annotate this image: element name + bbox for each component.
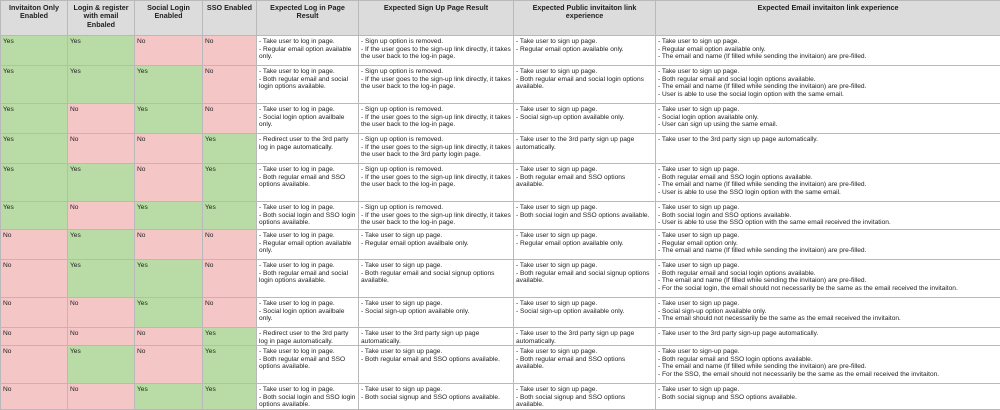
invitation-only-cell: Yes [1,134,68,164]
public-link-cell [514,260,656,298]
header-email-login: Login & register with email Enbaled [68,1,135,36]
login-result-cell [257,384,359,410]
cell-line: - The email and name (If filled while sending the invitaion) are pre-filled. [658,363,998,371]
cell-line: - Regular email option availbale only. [361,240,511,248]
social-login-cell: No [135,36,203,66]
cell-line: - If the user goes to the sign-up link directly, it takes the user back to the log-in page. [361,114,511,129]
signup-result-cell [359,346,514,384]
social-login-cell: No [135,230,203,260]
cell-line: - Social sign-up option available only. [516,308,653,316]
invitation-only-cell: No [1,384,68,410]
cell-line: - If the user goes to the sign-up link directly, it takes the user back to the log-in page. [361,76,511,91]
table-row [1,104,1000,134]
cell-line: - Take user to sign up page. [516,106,653,114]
cell-line: - Both regular email and social signup options available. [516,270,653,285]
table-row [1,328,1000,346]
cell-line: - Take user to sign up page. [658,232,998,240]
cell-line: - Sign up option is removed. [361,204,511,212]
cell-line: - Social login option availbale only. [259,308,356,323]
email-login-cell: No [68,202,135,230]
cell-line: - Take user to log in page. [259,262,356,270]
public-link-cell [514,346,656,384]
cell-line: - Take user to log in page. [259,106,356,114]
table-row [1,260,1000,298]
cell-line: - Both regular email and social login options available. [658,76,998,84]
sso-cell: Yes [203,328,257,346]
cell-line: - Sign up option is removed. [361,136,511,144]
cell-line: - Take user to sign up page. [361,386,511,394]
email-link-cell [656,134,1000,164]
sso-cell: No [203,298,257,328]
cell-line: - For the SSO, the email should not necessarily be the same as the email received the invitaiton. [658,371,998,379]
social-login-cell: No [135,134,203,164]
cell-line: - Take user to log in page. [259,232,356,240]
public-link-cell [514,230,656,260]
email-link-cell [656,66,1000,104]
cell-line: - Both regular email and SSO options available. [516,356,653,371]
cell-line: - User is able to use the SSO option with the same email received the invitation. [658,219,998,227]
email-login-cell: Yes [68,66,135,104]
social-login-cell: No [135,346,203,384]
table-row [1,384,1000,410]
email-link-cell [656,36,1000,66]
invitation-only-cell: Yes [1,36,68,66]
cell-line: - Take user to sign up page. [516,300,653,308]
cell-line: - Regular email option available only. [259,240,356,255]
email-login-cell: Yes [68,36,135,66]
cell-line: - Take user to log in page. [259,166,356,174]
cell-line: - Take user to the 3rd party sign up page automatically. [516,136,653,151]
signup-result-cell [359,260,514,298]
table-row [1,164,1000,202]
email-login-cell: No [68,134,135,164]
cell-line: - Take user to sign up page. [658,204,998,212]
cell-line: - The email and name (If filled while sending the invitaion) are pre-filled. [658,277,998,285]
social-login-cell: No [135,164,203,202]
header-public-link: Expected Public invitaiton link experience [514,1,656,36]
email-login-cell: Yes [68,346,135,384]
cell-line: - User can sign up using the same email. [658,121,998,129]
social-login-cell: Yes [135,298,203,328]
cell-line: - Both regular email and SSO options available. [259,174,356,189]
public-link-cell [514,384,656,410]
public-link-cell [514,104,656,134]
sso-cell: No [203,260,257,298]
cell-line: - User is able to use the social login option with the same email. [658,91,998,99]
header-login-result: Expected Log in Page Result [257,1,359,36]
public-link-cell [514,202,656,230]
cell-line: - Take user to log in page. [259,38,356,46]
table-row [1,202,1000,230]
cell-line: - Take user to the 3rd party sign up page automatically. [658,136,998,144]
sso-cell: No [203,66,257,104]
login-result-cell [257,328,359,346]
cell-line: - Take user to log in page. [259,386,356,394]
signup-result-cell [359,164,514,202]
cell-line: - Take user to sign up page. [516,262,653,270]
public-link-cell [514,134,656,164]
cell-line: - Take user to sign up page. [516,204,653,212]
cell-line: - Take user to the 3rd party sign up page automatically. [361,330,511,345]
cell-line: - Take user to sign up page. [658,106,998,114]
cell-line: - Take user to sign up page. [516,386,653,394]
cell-line: - Both social login and SSO options available. [516,212,653,220]
public-link-cell [514,328,656,346]
email-link-cell [656,164,1000,202]
cell-line: - Regular email option available only. [658,46,998,54]
cell-line: - Both regular email and social login options available. [516,76,653,91]
login-result-cell [257,260,359,298]
cell-line: - Both social login and SSO options available. [658,212,998,220]
email-link-cell [656,346,1000,384]
sso-cell: Yes [203,384,257,410]
signup-result-cell [359,36,514,66]
signup-result-cell [359,384,514,410]
cell-line: - Social login option available only. [658,114,998,122]
login-result-cell [257,230,359,260]
public-link-cell [514,298,656,328]
cell-line: - If the user goes to the sign-up link directly, it takes the user back to the log-in page. [361,174,511,189]
cell-line: - The email and name (If filled while sending the invitaion) are pre-filled. [658,247,998,255]
cell-line: - Take user to sign up page. [658,386,998,394]
cell-line: - The email and name (If filled while sending the invitaion) are pre-filled. [658,83,998,91]
cell-line: - Both regular email and SSO options available. [259,356,356,371]
login-result-cell [257,346,359,384]
cell-line: - The email and name (If filled while sending the invitaion) are pre-filled. [658,53,998,61]
signup-result-cell [359,66,514,104]
cell-line: - Take user to sign up page. [658,68,998,76]
email-login-cell: No [68,104,135,134]
cell-line: - Take user to sign-up page. [658,348,998,356]
public-link-cell [514,36,656,66]
email-link-cell [656,328,1000,346]
cell-line: - If the user goes to the sign-up link directly, it takes the user back to the 3rd party login page. [361,144,511,159]
cell-line: - Both regular email and SSO options available. [361,356,511,364]
signup-result-cell [359,230,514,260]
login-result-cell [257,104,359,134]
header-sso: SSO Enabled [203,1,257,36]
email-login-cell: No [68,328,135,346]
cell-line: - Take user to sign up page. [361,300,511,308]
sso-cell: Yes [203,346,257,384]
cell-line: - Take user to sign up page. [361,232,511,240]
login-result-cell [257,202,359,230]
cell-line: - Sign up option is removed. [361,106,511,114]
cell-line: - Take user to sign up page. [658,38,998,46]
cell-line: - Take user to sign up page. [516,38,653,46]
cell-line: - Take user to sign up page. [658,262,998,270]
header-email-link: Expected Email invitaiton link experience [656,1,1000,36]
table-row [1,298,1000,328]
cell-line: - For the social login, the email should not necessarily be the same as the email received the invitaiton. [658,285,998,293]
header-row [1,1,1000,36]
social-login-cell: Yes [135,384,203,410]
cell-line: - Both regular email and social signup options available. [361,270,511,285]
cell-line: - Regular email option available only. [516,240,653,248]
signup-result-cell [359,328,514,346]
header-signup-result: Expected Sign Up Page Result [359,1,514,36]
invitation-only-cell: Yes [1,164,68,202]
social-login-cell: Yes [135,202,203,230]
cell-line: - Sign up option is removed. [361,38,511,46]
social-login-cell: No [135,328,203,346]
signup-result-cell [359,202,514,230]
email-link-cell [656,104,1000,134]
public-link-cell [514,164,656,202]
table-row [1,134,1000,164]
table-row [1,36,1000,66]
cell-line: - Take user to sign up page. [516,166,653,174]
email-login-cell: Yes [68,164,135,202]
email-link-cell [656,384,1000,410]
sso-cell: Yes [203,202,257,230]
cell-line: - The email and name (If filled while sending the invitaion) are pre-filled. [658,181,998,189]
cell-line: - Take user to sign up page. [361,262,511,270]
login-result-cell [257,134,359,164]
invitation-only-cell: No [1,346,68,384]
cell-line: - Both social signup and SSO options available. [361,394,511,402]
signup-result-cell [359,104,514,134]
sso-cell: No [203,230,257,260]
email-link-cell [656,230,1000,260]
invitation-only-cell: No [1,260,68,298]
login-result-cell [257,298,359,328]
sso-cell: Yes [203,134,257,164]
social-login-cell: Yes [135,260,203,298]
cell-line: - Both social signup and SSO options available. [658,394,998,402]
social-login-cell: Yes [135,66,203,104]
cell-line: - Both regular email and SSO login options available. [658,356,998,364]
cell-line: - Social sign-up option available only. [361,308,511,316]
cell-line: - Both regular email and SSO options available. [516,174,653,189]
cell-line: - Sign up option is removed. [361,166,511,174]
cell-line: - Take user to log in page. [259,348,356,356]
cell-line: - Regular email option only. [658,240,998,248]
login-result-cell [257,164,359,202]
invitation-only-cell: Yes [1,202,68,230]
social-login-cell: Yes [135,104,203,134]
email-link-cell [656,298,1000,328]
cell-line: - Take user to the 3rd party sign-up page automatically. [658,330,998,338]
table-row [1,346,1000,384]
cell-line: - Both regular email and social login options available. [259,270,356,285]
cell-line: - Take user to sign up page. [361,348,511,356]
invitation-only-cell: No [1,328,68,346]
invitation-only-cell: No [1,298,68,328]
cell-line: - Redirect user to the 3rd party log in page automatically. [259,136,356,151]
login-result-cell [257,66,359,104]
sso-cell: Yes [203,164,257,202]
cell-line: - Sign up option is removed. [361,68,511,76]
header-invitation-only: Invitaiton Only Enabled [1,1,68,36]
email-login-cell: Yes [68,230,135,260]
cell-line: - The email should not necessarily be the same as the email received the invitaiton. [658,315,998,323]
email-login-cell: No [68,298,135,328]
invitation-only-cell: No [1,230,68,260]
cell-line: - Take user to log in page. [259,68,356,76]
cell-line: - Take user to log in page. [259,204,356,212]
email-link-cell [656,260,1000,298]
cell-line: - Take user to the 3rd party sign up page automatically. [516,330,653,345]
table-row [1,66,1000,104]
cell-line: - Take user to sign up page. [516,68,653,76]
cell-line: - Take user to sign up page. [516,232,653,240]
cell-line: - If the user goes to the sign-up link directly, it takes the user back to the log-in page. [361,212,511,227]
login-result-cell [257,36,359,66]
cell-line: - Both social login and SSO login options available. [259,212,356,227]
email-link-cell [656,202,1000,230]
sso-cell: No [203,104,257,134]
cell-line: - Social sign-up option available only. [658,308,998,316]
cell-line: - Both regular email and SSO login options available. [658,174,998,182]
cell-line: - Both regular email and social login options available. [259,76,356,91]
email-login-cell: Yes [68,260,135,298]
cell-line: - Social sign-up option available only. [516,114,653,122]
cell-line: - Social login option availbale only. [259,114,356,129]
cell-line: - User is able to use the SSO login option with the same email. [658,189,998,197]
cell-line: - Take user to sign up page. [516,348,653,356]
cell-line: - Both regular email and social login options available. [658,270,998,278]
cell-line: - Take user to sign up page. [658,300,998,308]
cell-line: - Redirect user to the 3rd party log in page automatically. [259,330,356,345]
cell-line: - Take user to log in page. [259,300,356,308]
sso-cell: No [203,36,257,66]
public-link-cell [514,66,656,104]
invitation-only-cell: Yes [1,104,68,134]
header-social-login: Social Login Enabled [135,1,203,36]
signup-result-cell [359,298,514,328]
cell-line: - Regular email option available only. [516,46,653,54]
cell-line: - Both social login and SSO login options available. [259,394,356,409]
cell-line: - If the user goes to the sign-up link directly, it takes the user back to the log-in page. [361,46,511,61]
cell-line: - Take user to sign up page. [658,166,998,174]
email-login-cell: No [68,384,135,410]
cell-line: - Both social signup and SSO options available. [516,394,653,409]
table-row [1,230,1000,260]
signup-result-cell [359,134,514,164]
cell-line: - Regular email option available only. [259,46,356,61]
invitation-only-cell: Yes [1,66,68,104]
